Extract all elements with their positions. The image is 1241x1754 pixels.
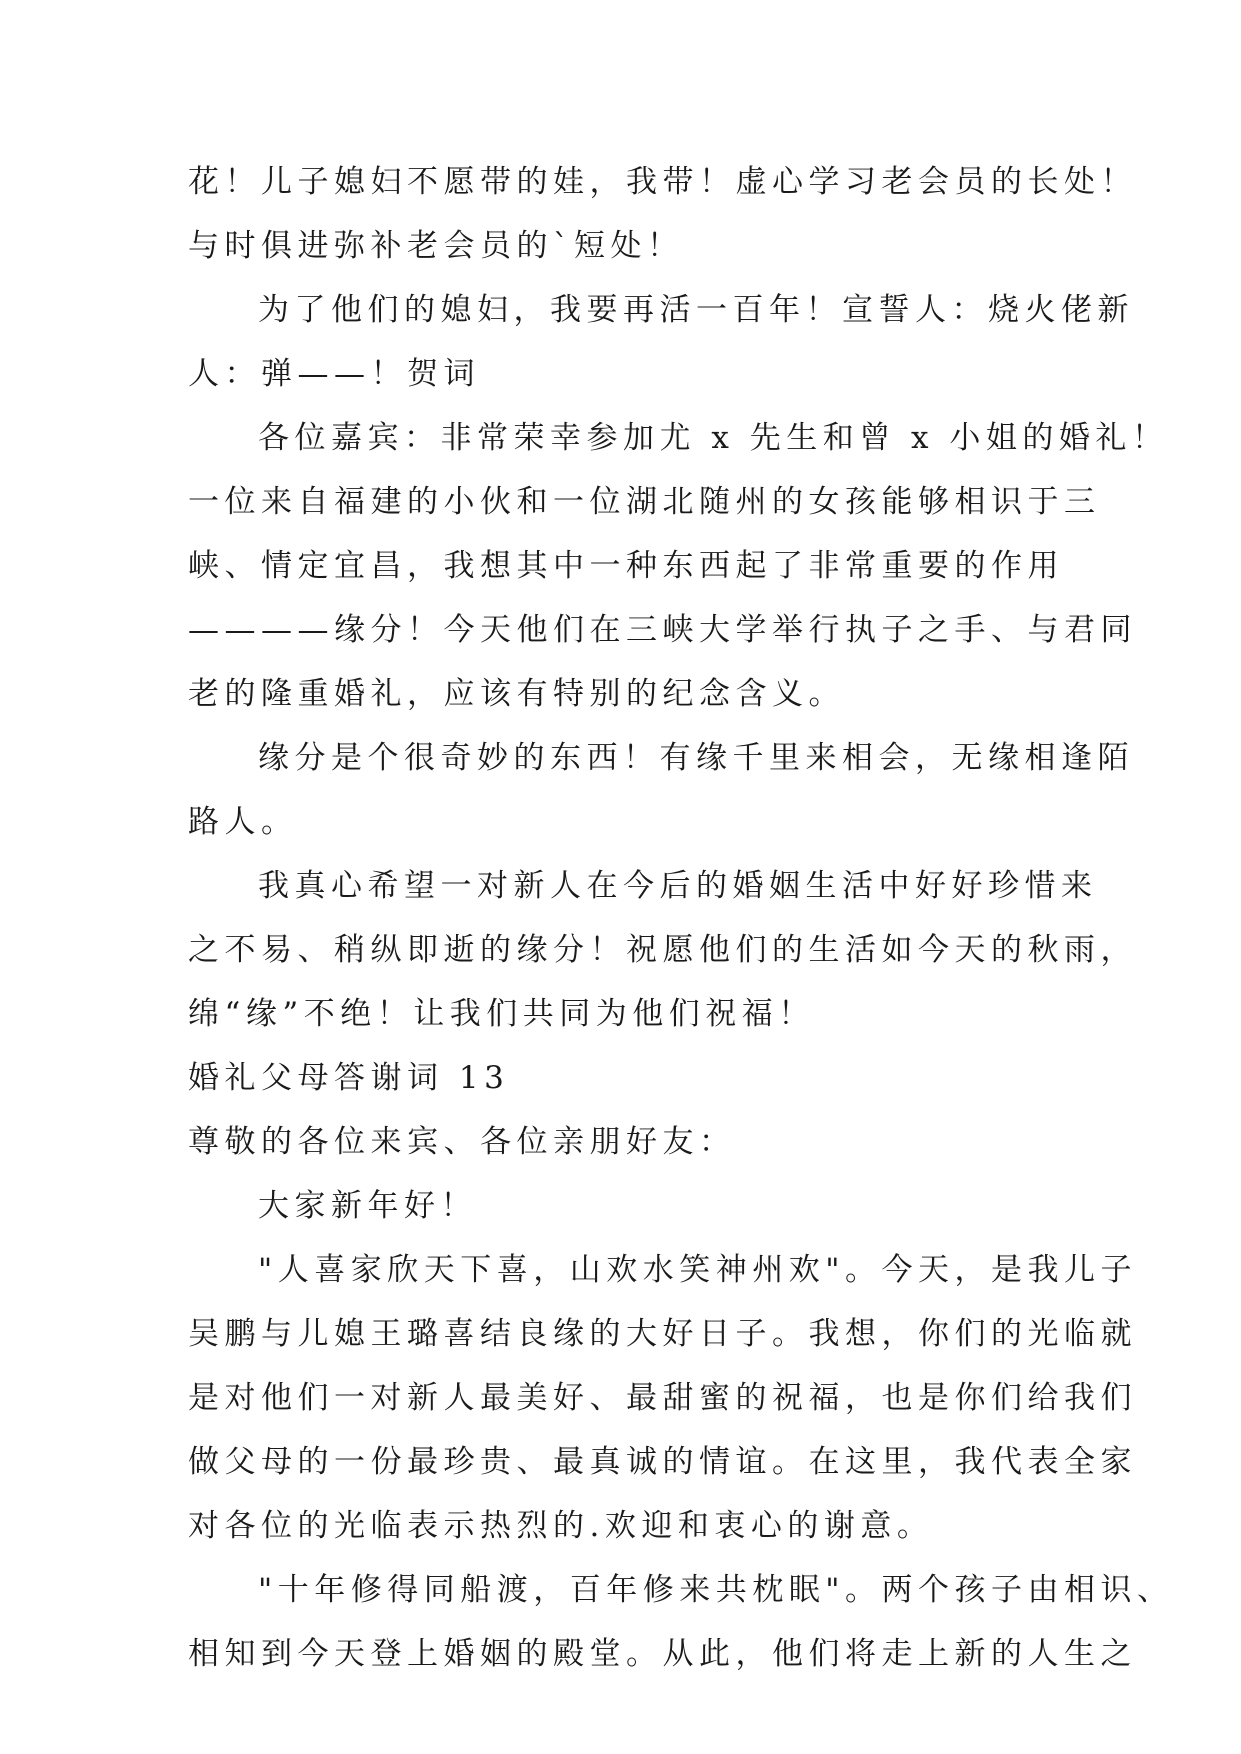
- text-line: 路人。: [188, 804, 298, 840]
- text-line: 各位嘉宾：非常荣幸参加尤 x 先生和曾 x 小姐的婚礼！: [258, 420, 1169, 456]
- text-line: 相知到今天登上婚姻的殿堂。从此，他们将走上新的人生之: [188, 1636, 1137, 1672]
- text-line: 峡、情定宜昌，我想其中一种东西起了非常重要的作用: [188, 548, 1064, 584]
- text-line: 做父母的一份最珍贵、最真诚的情谊。在这里，我代表全家: [188, 1444, 1137, 1480]
- text-line: 尊敬的各位来宾、各位亲朋好友：: [188, 1124, 736, 1160]
- text-line: 一位来自福建的小伙和一位湖北随州的女孩能够相识于三: [188, 484, 1101, 520]
- text-line: 缘分是个很奇妙的东西！有缘千里来相会，无缘相逢陌: [258, 740, 1134, 776]
- text-line: "人喜家欣天下喜，山欢水笑神州欢"。今天，是我儿子: [258, 1252, 1138, 1288]
- text-line: "十年修得同船渡，百年修来共枕眠"。两个孩子由相识、: [258, 1572, 1174, 1608]
- text-line: 之不易、稍纵即逝的缘分！祝愿他们的生活如今天的秋雨，: [188, 932, 1137, 968]
- text-line: 绵“缘”不绝！让我们共同为他们祝福！: [188, 996, 815, 1032]
- text-line: 对各位的光临表示热烈的.欢迎和衷心的谢意。: [188, 1508, 934, 1544]
- text-line: ————缘分！今天他们在三峡大学举行执子之手、与君同: [188, 612, 1137, 648]
- text-line: 我真心希望一对新人在今后的婚姻生活中好好珍惜来: [258, 868, 1098, 904]
- text-line: 婚礼父母答谢词 13: [188, 1060, 510, 1096]
- text-line: 花！儿子媳妇不愿带的娃，我带！虚心学习老会员的长处！: [188, 164, 1137, 200]
- text-line: 是对他们一对新人最美好、最甜蜜的祝福，也是你们给我们: [188, 1380, 1137, 1416]
- text-line: 老的隆重婚礼，应该有特别的纪念含义。: [188, 676, 845, 712]
- text-line: 为了他们的媳妇，我要再活一百年！宣誓人：烧火佬新: [258, 292, 1134, 328]
- text-line: 人：弹——！贺词: [188, 356, 480, 392]
- document-body: [188, 150, 1174, 1686]
- text-line: 大家新年好！: [258, 1188, 477, 1224]
- text-line: 与时俱进弥补老会员的`短处！: [188, 228, 684, 264]
- text-line: 吴鹏与儿媳王璐喜结良缘的大好日子。我想，你们的光临就: [188, 1316, 1137, 1352]
